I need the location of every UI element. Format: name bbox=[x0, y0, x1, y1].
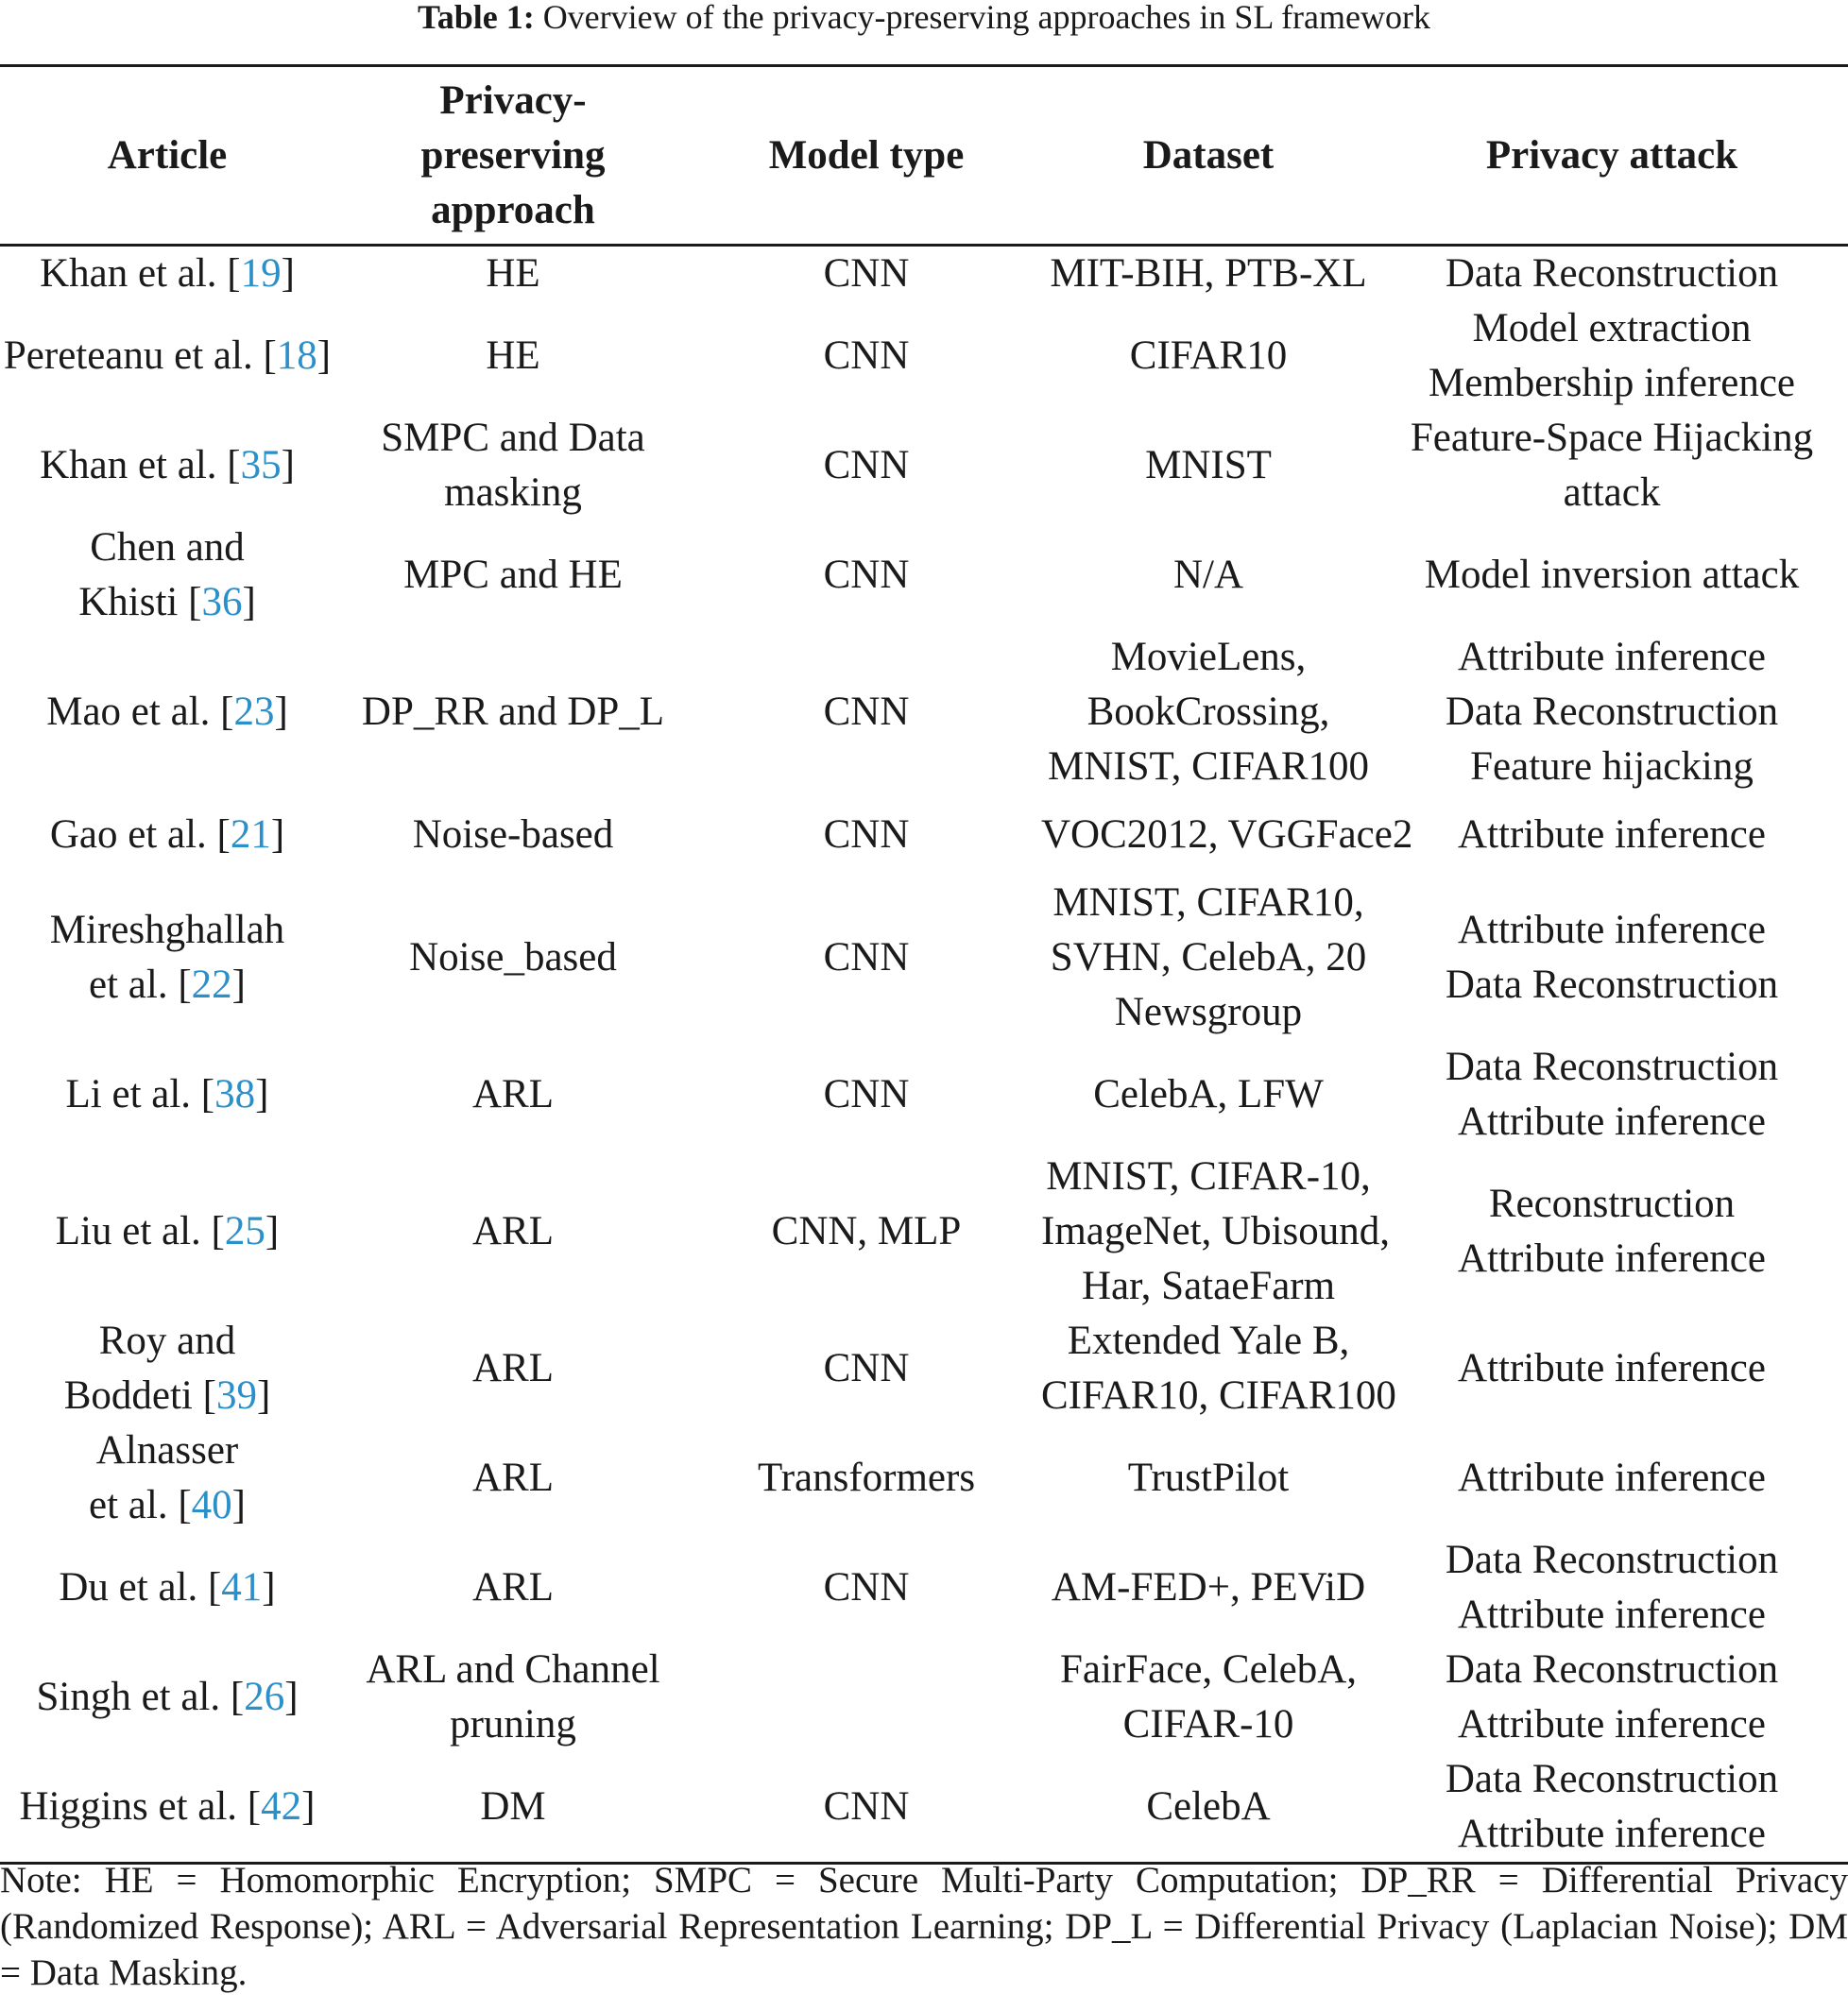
table-row bbox=[0, 876, 1848, 1040]
cell-dataset bbox=[1041, 1533, 1376, 1643]
cell-article bbox=[0, 1752, 334, 1864]
cell-article bbox=[0, 1533, 334, 1643]
cell-article-line bbox=[0, 958, 334, 1013]
citation-link[interactable]: 41 bbox=[221, 1565, 263, 1610]
cell-article bbox=[0, 1643, 334, 1752]
citation-bracket: ] bbox=[262, 1565, 276, 1610]
column-header-line: Privacy- bbox=[439, 77, 587, 123]
cell-article bbox=[0, 1150, 334, 1314]
cell-dataset-line: MIT-BIH, PTB-XL bbox=[1050, 251, 1367, 296]
cell-article-line bbox=[0, 1369, 334, 1423]
citation-bracket: ] bbox=[284, 1675, 299, 1719]
citation-link[interactable]: 42 bbox=[261, 1784, 302, 1829]
cell-attack bbox=[1376, 794, 1848, 876]
cell-dataset-line: N/A bbox=[1172, 553, 1244, 597]
cell-approach bbox=[334, 1150, 692, 1314]
cell-article bbox=[0, 520, 334, 630]
cell-approach-line: ARL bbox=[472, 1456, 554, 1500]
table-row bbox=[0, 1314, 1848, 1423]
article-text: Khan et al. [ bbox=[40, 251, 241, 296]
cell-article-line bbox=[0, 1560, 334, 1615]
cell-approach-line: pruning bbox=[450, 1702, 576, 1747]
cell-dataset-line: AM-FED+, PEViD bbox=[1051, 1565, 1366, 1610]
cell-dataset-line: MNIST bbox=[1145, 443, 1272, 487]
cell-approach bbox=[334, 1533, 692, 1643]
cell-approach bbox=[334, 520, 692, 630]
cell-attack-line: Membership inference bbox=[1428, 361, 1796, 405]
column-header-privacy-attack bbox=[1376, 66, 1848, 246]
column-header-line: Model type bbox=[768, 132, 965, 178]
citation-bracket: ] bbox=[301, 1784, 316, 1829]
cell-dataset-line: VOC2012, VGGFace2 bbox=[1041, 812, 1413, 857]
cell-attack-line: Data Reconstruction bbox=[1445, 1647, 1779, 1692]
table-row bbox=[0, 520, 1848, 630]
table-row bbox=[0, 301, 1848, 411]
table-header-row bbox=[0, 66, 1848, 246]
article-text: Boddeti [ bbox=[63, 1373, 216, 1418]
table-row bbox=[0, 1040, 1848, 1150]
cell-attack bbox=[1376, 1150, 1848, 1314]
citation-bracket: ] bbox=[231, 963, 246, 1007]
privacy-approaches-table bbox=[0, 64, 1848, 1865]
citation-bracket: ] bbox=[256, 1373, 271, 1418]
cell-model-line: CNN bbox=[823, 935, 910, 980]
cell-article-line bbox=[0, 247, 334, 301]
cell-article-line bbox=[0, 520, 334, 575]
cell-attack-line: Data Reconstruction bbox=[1445, 1045, 1779, 1089]
cell-model bbox=[692, 520, 1041, 630]
cell-approach bbox=[334, 301, 692, 411]
article-text: Mao et al. [ bbox=[46, 690, 234, 734]
cell-approach-line: DM bbox=[480, 1784, 546, 1829]
citation-link[interactable]: 39 bbox=[215, 1373, 257, 1418]
table-row bbox=[0, 246, 1848, 302]
citation-bracket: ] bbox=[274, 690, 288, 734]
article-text: et al. [ bbox=[89, 963, 192, 1007]
cell-attack bbox=[1376, 411, 1848, 520]
cell-attack bbox=[1376, 1533, 1848, 1643]
cell-dataset-line: CIFAR-10 bbox=[1122, 1702, 1294, 1747]
cell-dataset bbox=[1041, 246, 1376, 302]
cell-dataset-line: CelebA, LFW bbox=[1093, 1072, 1324, 1116]
cell-attack-line: Data Reconstruction bbox=[1445, 251, 1779, 296]
citation-link[interactable]: 36 bbox=[201, 580, 243, 624]
cell-article-line bbox=[0, 903, 334, 958]
cell-article-line bbox=[0, 1670, 334, 1725]
cell-model-line: CNN bbox=[823, 812, 910, 857]
cell-approach bbox=[334, 876, 692, 1040]
cell-article-line bbox=[0, 685, 334, 740]
cell-attack bbox=[1376, 876, 1848, 1040]
citation-bracket: ] bbox=[317, 333, 332, 378]
table-row bbox=[0, 1423, 1848, 1533]
cell-attack-line: Attribute inference bbox=[1458, 908, 1766, 952]
cell-dataset-line: BookCrossing, bbox=[1087, 690, 1330, 734]
cell-article-line bbox=[0, 808, 334, 862]
cell-attack-line: attack bbox=[1563, 470, 1661, 515]
cell-dataset-line: SVHN, CelebA, 20 bbox=[1050, 935, 1367, 980]
cell-model-line: Transformers bbox=[757, 1456, 976, 1500]
table-body bbox=[0, 246, 1848, 1864]
cell-dataset-line: MovieLens, bbox=[1110, 635, 1307, 679]
cell-approach-line: ARL bbox=[472, 1209, 554, 1253]
article-text: Chen and bbox=[90, 525, 245, 570]
cell-attack-line: Attribute inference bbox=[1458, 1456, 1766, 1500]
cell-model bbox=[692, 1150, 1041, 1314]
cell-attack bbox=[1376, 1040, 1848, 1150]
cell-dataset-line: ImageNet, Ubisound, bbox=[1041, 1209, 1391, 1253]
citation-link[interactable]: 38 bbox=[214, 1072, 256, 1116]
cell-dataset-line: Extended Yale B, bbox=[1067, 1319, 1350, 1363]
cell-model-line: CNN bbox=[823, 443, 910, 487]
article-text: Du et al. [ bbox=[59, 1565, 222, 1610]
cell-approach bbox=[334, 630, 692, 794]
cell-attack-line: Attribute inference bbox=[1458, 635, 1766, 679]
cell-dataset-line: MNIST, CIFAR100 bbox=[1047, 744, 1370, 789]
cell-dataset-line: CelebA bbox=[1146, 1784, 1271, 1829]
citation-link[interactable]: 35 bbox=[240, 443, 282, 487]
article-text: Khisti [ bbox=[78, 580, 202, 624]
cell-approach-line: HE bbox=[486, 251, 540, 296]
cell-approach bbox=[334, 246, 692, 302]
cell-model-line: CNN, MLP bbox=[771, 1209, 962, 1253]
cell-model-line: CNN bbox=[823, 1784, 910, 1829]
cell-attack-line: Attribute inference bbox=[1458, 1812, 1766, 1856]
cell-attack bbox=[1376, 1314, 1848, 1423]
cell-article bbox=[0, 630, 334, 794]
column-header-article bbox=[0, 66, 334, 246]
cell-dataset bbox=[1041, 794, 1413, 876]
cell-attack-line: Reconstruction bbox=[1488, 1182, 1736, 1226]
table-row bbox=[0, 1150, 1848, 1314]
cell-article bbox=[0, 1040, 334, 1150]
cell-dataset bbox=[1041, 1040, 1376, 1150]
cell-approach-line: SMPC and Data bbox=[381, 416, 645, 460]
citation-bracket: ] bbox=[270, 812, 285, 857]
cell-attack bbox=[1376, 520, 1848, 630]
cell-attack-line: Attribute inference bbox=[1458, 812, 1766, 857]
cell-model bbox=[692, 1423, 1041, 1533]
cell-attack-line: Data Reconstruction bbox=[1445, 1757, 1779, 1801]
cell-model bbox=[692, 630, 1041, 794]
cell-model-line: CNN bbox=[823, 1072, 910, 1116]
cell-dataset bbox=[1041, 1752, 1376, 1864]
cell-model bbox=[692, 1040, 1041, 1150]
cell-dataset bbox=[1041, 411, 1376, 520]
citation-link[interactable]: 18 bbox=[276, 333, 317, 378]
cell-approach-line: Noise-based bbox=[412, 812, 614, 857]
table-row bbox=[0, 1533, 1848, 1643]
column-header-line: Dataset bbox=[1142, 132, 1275, 178]
cell-article bbox=[0, 1314, 334, 1423]
citation-link[interactable]: 26 bbox=[244, 1675, 285, 1719]
cell-attack-line: Model extraction bbox=[1472, 306, 1752, 350]
cell-model bbox=[692, 301, 1041, 411]
citation-bracket: ] bbox=[231, 1483, 246, 1527]
cell-article bbox=[0, 1423, 334, 1533]
column-header-dataset bbox=[1041, 66, 1376, 246]
cell-model bbox=[692, 794, 1041, 876]
cell-approach-line: ARL bbox=[472, 1565, 554, 1610]
table-caption-label: Table 1: bbox=[417, 0, 535, 36]
cell-article bbox=[0, 876, 334, 1040]
cell-model bbox=[692, 1752, 1041, 1864]
cell-article bbox=[0, 246, 334, 302]
table-caption-text: Overview of the privacy-preserving approaches in SL framework bbox=[534, 0, 1430, 36]
citation-link[interactable]: 25 bbox=[224, 1209, 265, 1253]
cell-dataset-line: FairFace, CelebA, bbox=[1059, 1647, 1358, 1692]
cell-dataset bbox=[1041, 520, 1376, 630]
cell-approach bbox=[334, 1752, 692, 1864]
cell-attack-line: Feature hijacking bbox=[1470, 744, 1754, 789]
cell-approach-line: ARL bbox=[472, 1072, 554, 1116]
citation-bracket: ] bbox=[281, 443, 295, 487]
column-header-privacy-preserving-approach bbox=[334, 66, 692, 246]
cell-approach bbox=[334, 411, 692, 520]
citation-bracket: ] bbox=[281, 251, 295, 296]
cell-attack bbox=[1376, 630, 1848, 794]
table-row bbox=[0, 1752, 1848, 1864]
cell-approach bbox=[334, 1314, 692, 1423]
cell-article bbox=[0, 301, 334, 411]
cell-model-line: CNN bbox=[823, 333, 910, 378]
citation-link[interactable]: 21 bbox=[230, 812, 271, 857]
cell-dataset bbox=[1041, 1150, 1391, 1314]
article-text: Li et al. [ bbox=[65, 1072, 215, 1116]
cell-attack-line: Attribute inference bbox=[1458, 1593, 1766, 1637]
article-text: Singh et al. [ bbox=[36, 1675, 245, 1719]
cell-model bbox=[692, 1314, 1041, 1423]
cell-attack-line: Data Reconstruction bbox=[1445, 1538, 1779, 1582]
citation-link[interactable]: 40 bbox=[191, 1483, 232, 1527]
cell-model-line: CNN bbox=[823, 1565, 910, 1610]
cell-attack bbox=[1376, 1643, 1848, 1752]
cell-model bbox=[692, 246, 1041, 302]
citation-link[interactable]: 22 bbox=[191, 963, 232, 1007]
cell-dataset bbox=[1041, 1314, 1396, 1423]
cell-attack bbox=[1376, 1423, 1848, 1533]
cell-model-line: CNN bbox=[823, 251, 910, 296]
cell-model bbox=[692, 876, 1041, 1040]
cell-model bbox=[692, 1533, 1041, 1643]
article-text: Liu et al. [ bbox=[55, 1209, 225, 1253]
article-text: et al. [ bbox=[89, 1483, 192, 1527]
cell-article-line bbox=[0, 1204, 334, 1259]
article-text: Mireshghallah bbox=[49, 908, 285, 952]
cell-model-line: CNN bbox=[823, 1346, 910, 1390]
article-text: Pereteanu et al. [ bbox=[3, 333, 277, 378]
column-header-line: approach bbox=[431, 187, 595, 232]
citation-link[interactable]: 19 bbox=[240, 251, 282, 296]
column-header-line: preserving bbox=[420, 132, 606, 178]
article-text: Roy and bbox=[98, 1319, 236, 1363]
article-text: Khan et al. [ bbox=[40, 443, 241, 487]
table-row bbox=[0, 794, 1848, 876]
cell-approach bbox=[334, 1040, 692, 1150]
citation-link[interactable]: 23 bbox=[233, 690, 275, 734]
table-row bbox=[0, 1643, 1848, 1752]
cell-dataset bbox=[1041, 630, 1376, 794]
column-header-line: Article bbox=[107, 132, 228, 178]
cell-approach bbox=[334, 1643, 692, 1752]
cell-article-line bbox=[0, 329, 334, 383]
citation-bracket: ] bbox=[265, 1209, 280, 1253]
cell-attack-line: Attribute inference bbox=[1458, 1346, 1766, 1390]
cell-approach-line: Noise_based bbox=[409, 935, 617, 980]
cell-attack-line: Attribute inference bbox=[1458, 1236, 1766, 1281]
cell-dataset bbox=[1041, 1643, 1376, 1752]
cell-approach-line: HE bbox=[486, 333, 540, 378]
column-header-line: Privacy attack bbox=[1485, 132, 1738, 178]
cell-dataset-line: CIFAR10 bbox=[1129, 333, 1288, 378]
cell-model bbox=[692, 411, 1041, 520]
table-note: Note: HE = Homomorphic Encryption; SMPC = Secure Multi-Party Computation; DP_RR = Differential Privacy (Randomized Response); ARL = Adversarial Representation Learning; DP_L = Differential Privacy (Laplacian Noise); DM = Data Masking. bbox=[0, 1860, 1848, 1993]
cell-attack-line: Model inversion attack bbox=[1424, 553, 1800, 597]
citation-bracket: ] bbox=[242, 580, 256, 624]
citation-bracket: ] bbox=[255, 1072, 269, 1116]
cell-dataset bbox=[1041, 1423, 1376, 1533]
cell-article-line bbox=[0, 438, 334, 493]
cell-attack-line: Data Reconstruction bbox=[1445, 963, 1779, 1007]
cell-approach-line: ARL and Channel bbox=[366, 1647, 660, 1692]
cell-dataset bbox=[1041, 301, 1376, 411]
cell-approach-line: masking bbox=[444, 470, 582, 515]
cell-attack-line: Feature-Space Hijacking bbox=[1410, 416, 1814, 460]
cell-dataset-line: MNIST, CIFAR-10, bbox=[1046, 1154, 1371, 1199]
cell-approach bbox=[334, 1423, 692, 1533]
cell-article-line bbox=[0, 1478, 334, 1533]
table-row bbox=[0, 630, 1848, 794]
article-text: Alnasser bbox=[95, 1428, 239, 1473]
cell-article-line bbox=[0, 1314, 334, 1369]
cell-dataset bbox=[1041, 876, 1376, 1040]
table-row bbox=[0, 411, 1848, 520]
column-header-model-type bbox=[692, 66, 1041, 246]
cell-attack bbox=[1376, 246, 1848, 302]
cell-dataset-line: TrustPilot bbox=[1127, 1456, 1290, 1500]
cell-model bbox=[692, 1643, 1041, 1752]
cell-attack bbox=[1376, 1752, 1848, 1864]
cell-model-line: CNN bbox=[823, 553, 910, 597]
cell-dataset-line: MNIST, CIFAR10, bbox=[1052, 880, 1364, 925]
cell-model-line: CNN bbox=[823, 690, 910, 734]
article-text: Higgins et al. [ bbox=[19, 1784, 262, 1829]
cell-article-line bbox=[0, 575, 334, 630]
table-caption bbox=[0, 0, 1848, 34]
cell-attack-line: Attribute inference bbox=[1458, 1702, 1766, 1747]
cell-dataset-line: CIFAR10, CIFAR100 bbox=[1041, 1373, 1396, 1418]
cell-approach bbox=[334, 794, 692, 876]
cell-article bbox=[0, 794, 334, 876]
cell-article-line bbox=[0, 1067, 334, 1122]
cell-dataset-line: Newsgroup bbox=[1114, 990, 1303, 1034]
cell-attack-line: Data Reconstruction bbox=[1445, 690, 1779, 734]
cell-approach-line: MPC and HE bbox=[403, 553, 623, 597]
cell-article bbox=[0, 411, 334, 520]
article-text: Gao et al. [ bbox=[49, 812, 231, 857]
cell-article-line bbox=[0, 1780, 334, 1834]
cell-approach-line: ARL bbox=[472, 1346, 554, 1390]
cell-article-line bbox=[0, 1423, 334, 1478]
cell-attack bbox=[1376, 301, 1848, 411]
cell-dataset-line: Har, SataeFarm bbox=[1081, 1264, 1336, 1308]
cell-approach-line: DP_RR and DP_L bbox=[361, 690, 665, 734]
cell-attack-line: Attribute inference bbox=[1458, 1099, 1766, 1144]
